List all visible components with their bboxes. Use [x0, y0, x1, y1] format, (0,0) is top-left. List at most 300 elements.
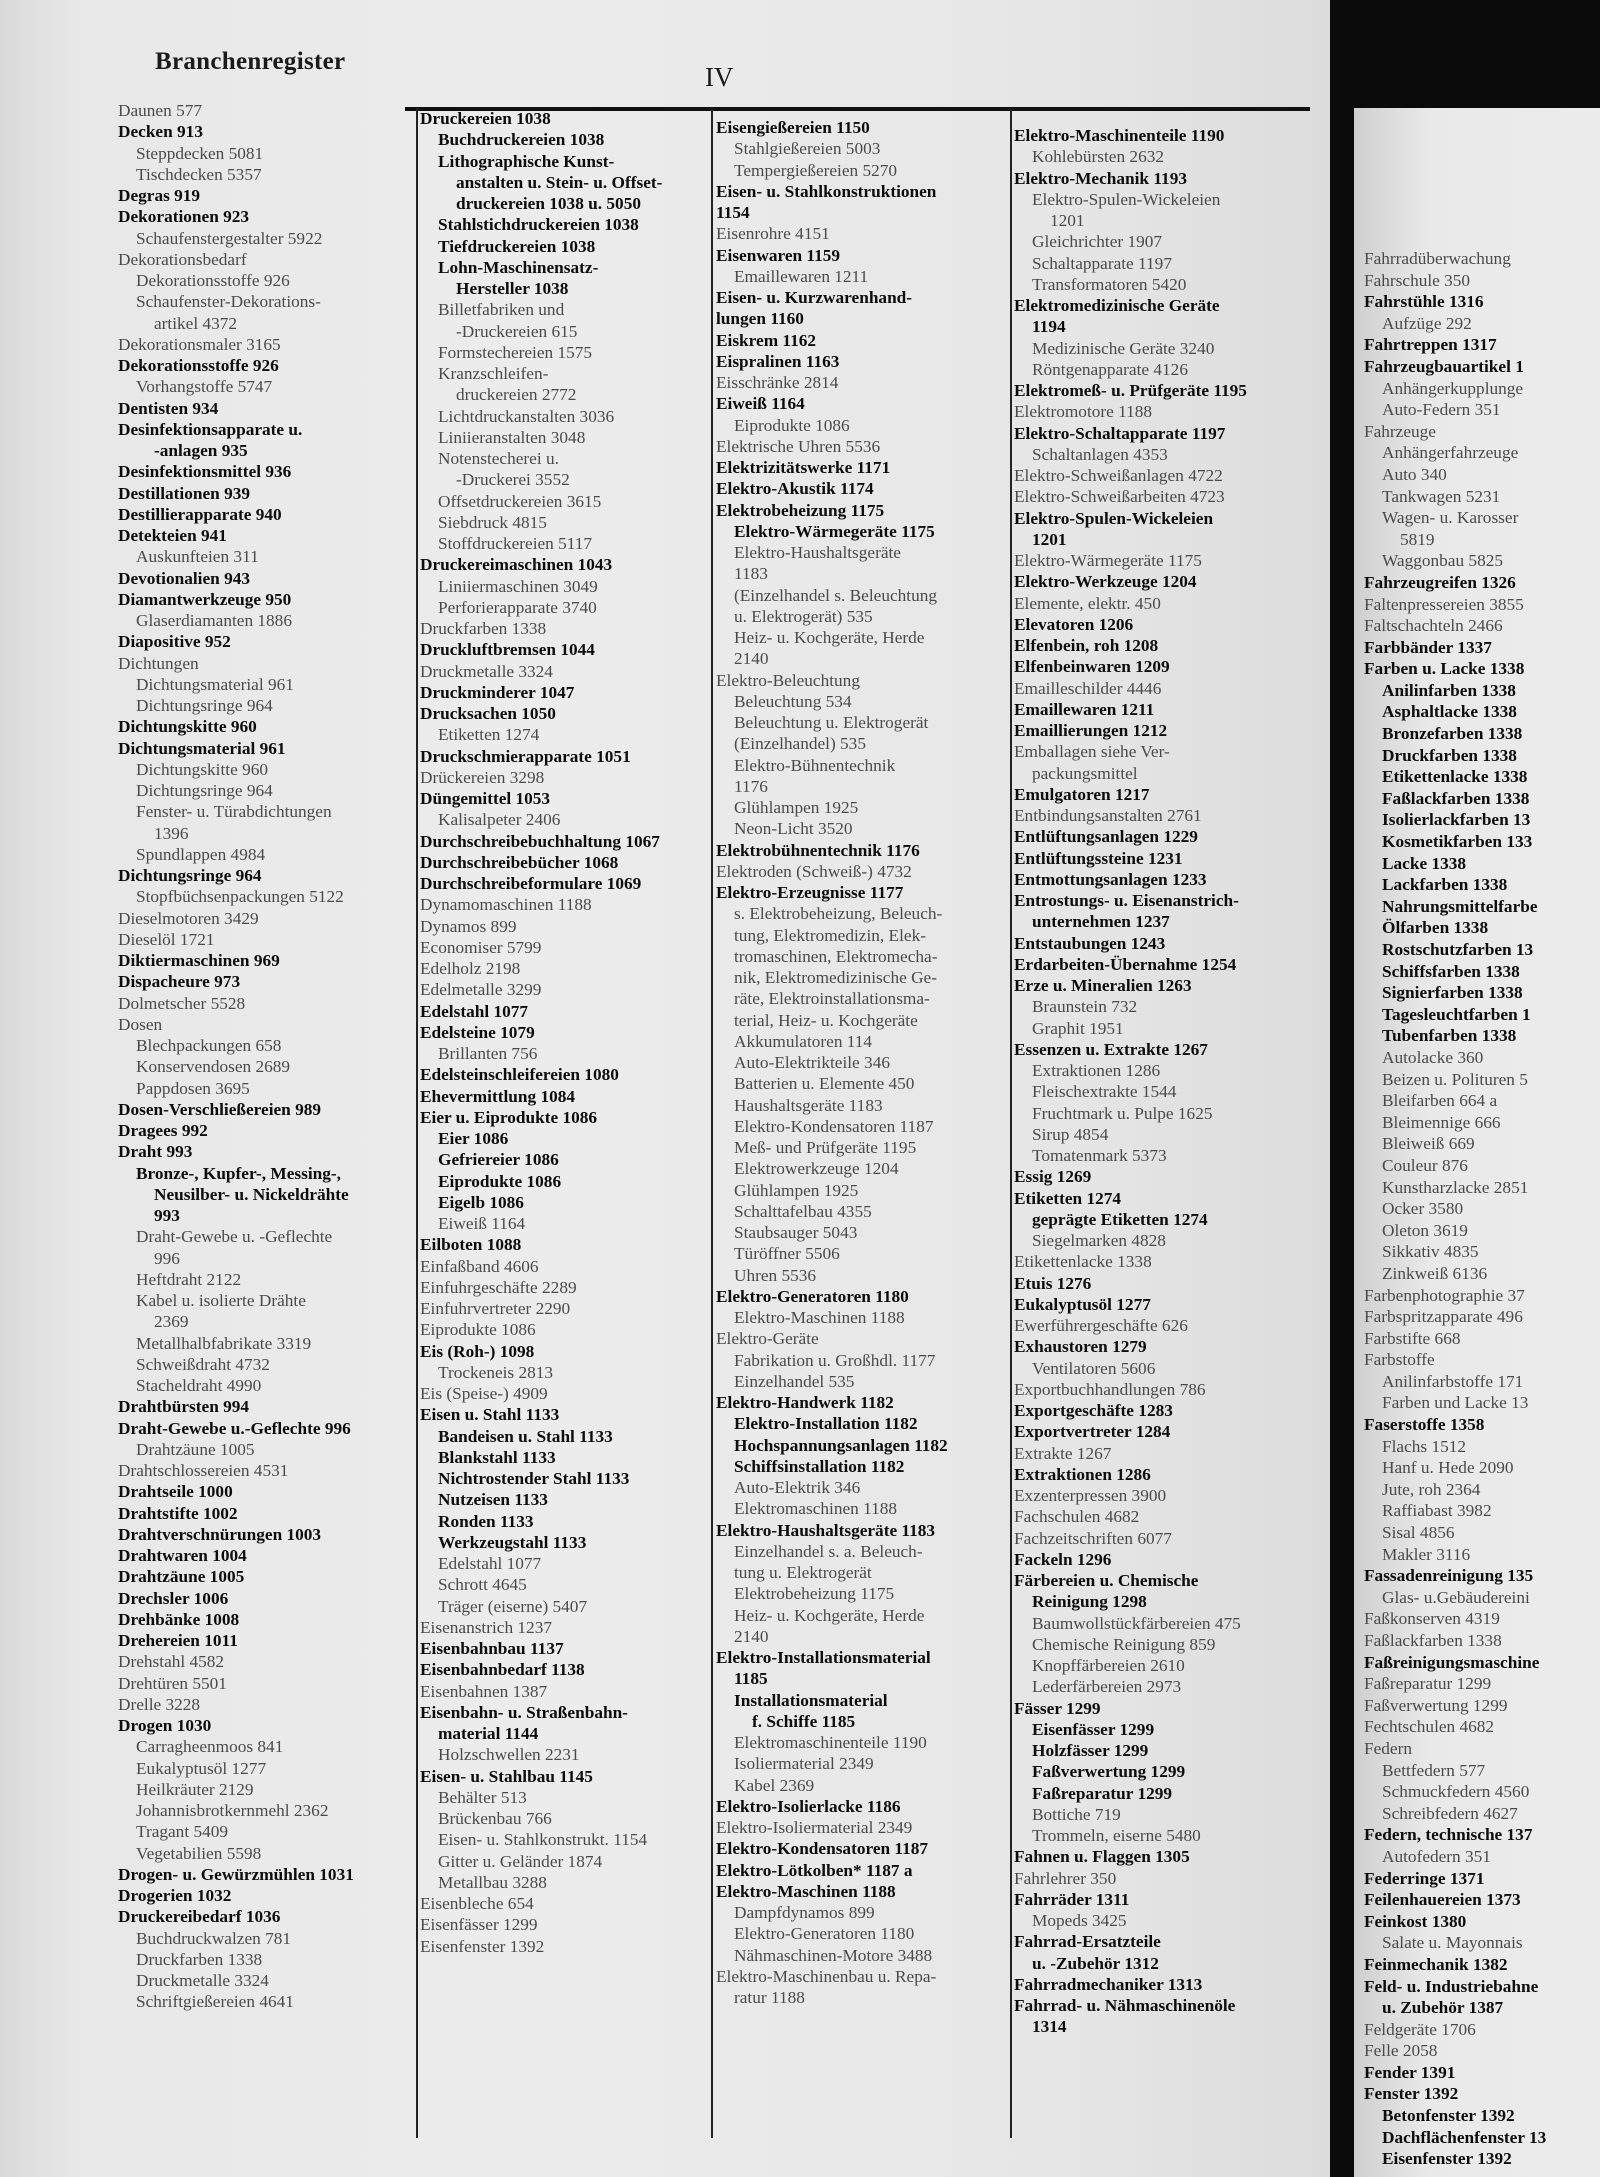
index-heading: Diktiermaschinen 969 — [118, 951, 280, 970]
index-entry: Tragant 5409 — [136, 1822, 229, 1842]
index-entry: Extraktionen 1286 — [1032, 1061, 1161, 1080]
index-entry: -Druckerei 3552 — [456, 470, 570, 490]
index-entry: Steppdecken 5081 — [136, 143, 264, 163]
index-entry: Tischdecken 5357 — [136, 164, 262, 184]
index-column-2 — [420, 108, 710, 1957]
index-entry: Elektromotore 1188 — [1014, 402, 1153, 422]
index-heading: Faserstoffe 1358 — [1364, 1415, 1485, 1435]
index-heading: Eisen u. Stahl 1133 — [420, 1405, 560, 1425]
index-entry: Lederfärbereien 2973 — [1032, 1677, 1182, 1697]
index-heading: Diapositive 952 — [118, 632, 231, 652]
index-heading: Exportvertreter 1284 — [1014, 1422, 1171, 1442]
index-entry: Elektro-Isoliermaterial 2349 — [716, 1818, 913, 1837]
index-entry: Meß- und Prüfgeräte 1195 — [734, 1138, 917, 1157]
index-heading: Rostschutzfarben 13 — [1382, 940, 1534, 959]
index-heading: Elektro-Schaltapparate 1197 — [1014, 423, 1226, 443]
index-entry: Dichtungsringe 964 — [136, 781, 273, 800]
index-heading: Ölfarben 1338 — [1382, 918, 1489, 938]
index-entry: Salate u. Mayonnais — [1382, 1933, 1523, 1953]
index-entry: Glühlampen 1925 — [734, 798, 859, 817]
index-entry: -Druckereien 615 — [456, 321, 578, 341]
index-entry: (Einzelhandel s. Beleuchtung — [734, 585, 937, 605]
index-heading: Druckminderer 1047 — [420, 682, 575, 702]
index-heading: Exportgeschäfte 1283 — [1014, 1401, 1173, 1420]
index-entry: 5819 — [1400, 529, 1435, 549]
index-entry: Dichtungsmaterial 961 — [136, 674, 294, 694]
index-entry: Farbspritzapparate 496 — [1364, 1307, 1523, 1327]
index-heading: Druckereimaschinen 1043 — [420, 555, 613, 575]
index-entry: Braunstein 732 — [1032, 997, 1138, 1017]
index-heading: Emaillewaren 1211 — [1014, 699, 1155, 719]
index-entry: Batterien u. Elemente 450 — [734, 1074, 915, 1094]
index-heading: Kosmetikfarben 133 — [1382, 832, 1533, 852]
index-heading: Signierfarben 1338 — [1382, 983, 1523, 1003]
index-entry: Fruchtmark u. Pulpe 1625 — [1032, 1103, 1213, 1123]
index-entry: Schaufenster-Dekorations- — [136, 292, 321, 312]
index-heading: Elektro-Lötkolben* 1187 a — [716, 1860, 913, 1880]
index-entry: Glühlampen 1925 — [734, 1180, 859, 1200]
index-heading: Fenster 1392 — [1364, 2084, 1459, 2104]
index-heading: Stahlstichdruckereien 1038 — [438, 215, 639, 235]
index-heading: Elevatoren 1206 — [1014, 614, 1134, 634]
index-entry: Dichtungen — [118, 653, 199, 673]
index-entry: Elektrobeheizung 1175 — [734, 1584, 895, 1604]
index-heading: Eier 1086 — [438, 1129, 509, 1148]
index-heading: lungen 1160 — [716, 309, 804, 329]
index-heading: druckereien 1038 u. 5050 — [456, 194, 641, 213]
index-entry: Buchdruckwalzen 781 — [136, 1928, 291, 1948]
index-entry: Liniiermaschinen 3049 — [438, 576, 598, 596]
index-entry: Edelmetalle 3299 — [420, 980, 542, 1000]
index-entry: Farbstoffe — [1364, 1350, 1435, 1370]
index-entry: Trockeneis 2813 — [438, 1362, 554, 1382]
index-heading: Drogen 1030 — [118, 1716, 212, 1735]
index-heading: Reinigung 1298 — [1032, 1592, 1147, 1612]
index-entry: Eisschränke 2814 — [716, 373, 839, 392]
index-heading: Entlüftungsanlagen 1229 — [1014, 827, 1198, 847]
index-heading: geprägte Etiketten 1274 — [1032, 1209, 1208, 1229]
index-entry: Extrakte 1267 — [1014, 1443, 1112, 1463]
index-entry: Ocker 3580 — [1382, 1199, 1464, 1219]
index-heading: Federn, technische 137 — [1364, 1825, 1533, 1845]
index-entry: Kalisalpeter 2406 — [438, 810, 561, 830]
index-entry: Elektro-Generatoren 1180 — [734, 1924, 915, 1944]
index-entry: Etikettenlacke 1338 — [1014, 1252, 1152, 1272]
index-heading: Elektro-Maschinen 1188 — [716, 1881, 896, 1901]
index-entry: Faßreparatur 1299 — [1364, 1674, 1492, 1694]
index-heading: Drehereien 1011 — [118, 1631, 238, 1650]
index-entry: Elemente, elektr. 450 — [1014, 593, 1161, 613]
index-entry: Elektroden (Schweiß-) 4732 — [716, 861, 912, 881]
index-entry: Felle 2058 — [1364, 2041, 1438, 2061]
index-entry: Fabrikation u. Großhdl. 1177 — [734, 1350, 936, 1370]
index-heading: Elektrobühnentechnik 1176 — [716, 840, 920, 860]
index-entry: artikel 4372 — [154, 313, 238, 333]
index-entry: Druckfarben 1338 — [420, 619, 547, 638]
index-heading: Fahrrad- u. Nähmaschinenöle — [1014, 1996, 1236, 2015]
index-heading: Dichtungskitte 960 — [118, 717, 257, 737]
index-heading: Fahrtreppen 1317 — [1364, 335, 1497, 355]
index-entry: Uhren 5536 — [734, 1265, 817, 1285]
index-heading: Federringe 1371 — [1364, 1868, 1485, 1888]
index-entry: Anhängerfahrzeuge — [1382, 443, 1519, 463]
index-entry: Blechpackungen 658 — [136, 1036, 282, 1055]
index-entry: Einfuhrvertreter 2290 — [420, 1299, 571, 1318]
index-entry: Exportbuchhandlungen 786 — [1014, 1379, 1206, 1399]
index-entry: Elektro-Schweißarbeiten 4723 — [1014, 487, 1225, 507]
index-heading: Elektro-Spulen-Wickeleien — [1014, 508, 1214, 528]
index-heading: Eisenfässer 1299 — [1032, 1719, 1155, 1739]
index-entry: Johannisbrotkernmehl 2362 — [136, 1801, 329, 1820]
index-entry: Elektro-Bühnentechnik — [734, 755, 896, 775]
index-entry: Staubsauger 5043 — [734, 1223, 858, 1242]
index-heading: Erze u. Mineralien 1263 — [1014, 976, 1192, 995]
index-entry: Bleifarben 664 a — [1382, 1091, 1498, 1111]
index-heading: Werkzeugstahl 1133 — [438, 1532, 587, 1552]
index-entry: Gitter u. Geländer 1874 — [438, 1851, 603, 1871]
index-entry: Glaserdiamanten 1886 — [136, 611, 292, 630]
index-entry: Schalttafelbau 4355 — [734, 1201, 872, 1221]
index-entry: Kohlebürsten 2632 — [1032, 147, 1164, 167]
index-column-4 — [1014, 125, 1314, 2038]
index-entry: Siebdruck 4815 — [438, 512, 547, 532]
index-heading: Holzfässer 1299 — [1032, 1741, 1149, 1760]
index-entry: Trommeln, eiserne 5480 — [1032, 1826, 1201, 1845]
index-heading: unternehmen 1237 — [1032, 912, 1170, 932]
index-entry: (Einzelhandel) 535 — [734, 734, 866, 754]
facing-page — [1354, 108, 1600, 2177]
index-heading: Entmottungsanlagen 1233 — [1014, 869, 1207, 889]
index-heading: Lackfarben 1338 — [1382, 875, 1508, 895]
index-entry: Liniieranstalten 3048 — [438, 427, 586, 447]
index-heading: Drogerien 1032 — [118, 1886, 232, 1905]
index-heading: Elektro-Isolierlacke 1186 — [716, 1796, 901, 1816]
index-entry: Carragheenmoos 841 — [136, 1737, 284, 1757]
index-entry: Kabel 2369 — [734, 1775, 815, 1795]
index-heading: Detekteien 941 — [118, 526, 227, 545]
index-heading: Nahrungsmittelfarbe — [1382, 896, 1538, 916]
index-entry: Fahrradüberwachung — [1364, 249, 1511, 268]
index-entry: Eisenbleche 654 — [420, 1894, 534, 1913]
index-heading: -anlagen 935 — [154, 441, 248, 460]
index-entry: druckereien 2772 — [456, 385, 577, 405]
index-entry: Bottiche 719 — [1032, 1804, 1121, 1824]
index-entry: Drehtüren 5501 — [118, 1673, 227, 1693]
index-entry: Türöffner 5506 — [734, 1244, 840, 1264]
index-heading: Erdarbeiten-Übernahme 1254 — [1014, 954, 1237, 974]
index-entry: Federn — [1364, 1738, 1412, 1758]
index-heading: Elektro-Wärmegeräte 1175 — [734, 521, 935, 541]
index-heading: Emaillierungen 1212 — [1014, 721, 1168, 740]
index-entry: Knopffärbereien 2610 — [1032, 1656, 1185, 1675]
index-heading: Decken 913 — [118, 122, 203, 142]
index-entry: 1176 — [734, 776, 768, 796]
index-entry: Mopeds 3425 — [1032, 1911, 1127, 1930]
index-entry: Schrott 4645 — [438, 1575, 527, 1595]
index-heading: Etikettenlacke 1338 — [1382, 767, 1528, 787]
index-heading: Elektro-Installationsmaterial — [716, 1648, 931, 1667]
index-heading: Faßreparatur 1299 — [1032, 1783, 1173, 1803]
index-entry: Haushaltsgeräte 1183 — [734, 1095, 883, 1115]
index-entry: Auto-Federn 351 — [1382, 400, 1501, 420]
index-heading: Eisenbahnbau 1137 — [420, 1639, 564, 1658]
index-heading: Buchdruckereien 1038 — [438, 130, 605, 150]
index-entry: Einfuhrgeschäfte 2289 — [420, 1277, 577, 1297]
index-heading: Bronzefarben 1338 — [1382, 724, 1523, 744]
index-entry: Schreibfedern 4627 — [1382, 1803, 1518, 1823]
index-heading: Eier u. Eiprodukte 1086 — [420, 1107, 598, 1127]
index-entry: Auto 340 — [1382, 464, 1447, 484]
index-heading: Eisen- u. Stahlbau 1145 — [420, 1766, 593, 1786]
index-entry: Edelstahl 1077 — [438, 1554, 542, 1573]
index-heading: Drahtstifte 1002 — [118, 1503, 238, 1523]
index-entry: tung, Elektromedizin, Elek- — [734, 925, 926, 945]
index-entry: Dekorationsstoffe 926 — [136, 271, 290, 290]
index-entry: Elektro-Haushaltsgeräte — [734, 543, 901, 562]
index-heading: Dosen-Verschließereien 989 — [118, 1099, 322, 1119]
index-heading: u. Zubehör 1387 — [1382, 1998, 1504, 2018]
index-entry: Fachschulen 4682 — [1014, 1507, 1140, 1527]
index-entry: Faßkonserven 4319 — [1364, 1609, 1500, 1629]
index-heading: u. -Zubehör 1312 — [1032, 1953, 1159, 1973]
index-column-3 — [716, 117, 1008, 2008]
index-heading: Extraktionen 1286 — [1014, 1464, 1151, 1484]
index-heading: 993 — [154, 1206, 180, 1225]
index-entry: Autolacke 360 — [1382, 1047, 1484, 1067]
index-entry: räte, Elektroinstallationsma- — [734, 989, 930, 1009]
index-heading: Eigelb 1086 — [438, 1192, 524, 1212]
index-heading: Eis (Roh-) 1098 — [420, 1341, 535, 1361]
column-divider — [416, 108, 418, 2138]
index-entry: Druckmetalle 3324 — [136, 1971, 269, 1990]
index-entry: Dichtungskitte 960 — [136, 759, 268, 779]
index-entry: u. Elektrogerät) 535 — [734, 606, 873, 626]
index-heading: Edelsteinschleifereien 1080 — [420, 1065, 619, 1085]
index-entry: Baumwollstückfärbereien 475 — [1032, 1613, 1241, 1633]
index-heading: Elfenbeinwaren 1209 — [1014, 657, 1170, 677]
index-entry: Holzschwellen 2231 — [438, 1745, 580, 1765]
index-heading: Lacke 1338 — [1382, 853, 1467, 873]
index-heading: Degras 919 — [118, 186, 201, 205]
index-entry: Elektro-Maschinen 1188 — [734, 1308, 905, 1327]
index-heading: Drehbänke 1008 — [118, 1609, 240, 1629]
index-heading: Neusilber- u. Nickeldrähte — [154, 1184, 349, 1204]
index-heading: Elektro-Installation 1182 — [734, 1414, 918, 1434]
index-heading: Draht-Gewebe u.-Geflechte 996 — [118, 1418, 351, 1438]
index-heading: Entlüftungssteine 1231 — [1014, 848, 1183, 868]
index-entry: Metallbau 3288 — [438, 1872, 547, 1892]
index-entry: Economiser 5799 — [420, 937, 542, 957]
index-entry: ratur 1188 — [734, 1988, 805, 2007]
index-heading: Druckschmierapparate 1051 — [420, 746, 631, 766]
index-entry: Hanf u. Hede 2090 — [1382, 1458, 1514, 1478]
index-heading: Isolierlackfarben 13 — [1382, 810, 1531, 830]
index-entry: Heiz- u. Kochgeräte, Herde — [734, 628, 925, 647]
index-entry: Fahrschule 350 — [1364, 270, 1471, 290]
index-heading: Elektro-Generatoren 1180 — [716, 1286, 909, 1306]
index-heading: Eisenbahnbedarf 1138 — [420, 1660, 585, 1680]
index-heading: Farbbänder 1337 — [1364, 637, 1492, 657]
index-entry: Billetfabriken und — [438, 300, 565, 320]
index-entry: Elektro-Wärmegeräte 1175 — [1014, 551, 1202, 570]
index-entry: Bleiweiß 669 — [1382, 1134, 1475, 1154]
index-entry: Eukalyptusöl 1277 — [136, 1758, 267, 1778]
index-heading: 1201 — [1032, 529, 1067, 549]
index-entry: Heiz- u. Kochgeräte, Herde — [734, 1605, 925, 1625]
index-entry: Dieselmotoren 3429 — [118, 908, 259, 928]
index-entry: tromaschinen, Elektromecha- — [734, 946, 938, 966]
index-entry: Sisal 4856 — [1382, 1523, 1455, 1543]
index-entry: Chemische Reinigung 859 — [1032, 1634, 1216, 1654]
index-entry: Stopfbüchsenpackungen 5122 — [136, 887, 344, 907]
index-entry: Nähmaschinen-Motore 3488 — [734, 1945, 933, 1965]
index-entry: Elektrowerkzeuge 1204 — [734, 1159, 899, 1179]
index-heading: Färbereien u. Chemische — [1014, 1571, 1199, 1590]
index-heading: Edelsteine 1079 — [420, 1022, 535, 1042]
index-heading: f. Schiffe 1185 — [752, 1711, 856, 1731]
index-entry: Offsetdruckereien 3615 — [438, 491, 602, 511]
index-heading: Blankstahl 1133 — [438, 1447, 556, 1467]
index-heading: Essenzen u. Extrakte 1267 — [1014, 1039, 1208, 1059]
index-entry: Edelholz 2198 — [420, 959, 521, 978]
index-entry: Eisenbahnen 1387 — [420, 1681, 548, 1701]
index-entry: Beleuchtung 534 — [734, 691, 852, 711]
index-entry: Flachs 1512 — [1382, 1436, 1467, 1456]
index-heading: Eispralinen 1163 — [716, 351, 840, 371]
index-heading: Dentisten 934 — [118, 398, 219, 418]
index-entry: Fahrzeuge — [1364, 421, 1436, 441]
index-heading: Betonfenster 1392 — [1382, 2106, 1515, 2126]
index-entry: tung u. Elektrogerät — [734, 1563, 872, 1582]
index-entry: Gleichrichter 1907 — [1032, 232, 1163, 252]
index-heading: Elektro-Maschinenteile 1190 — [1014, 126, 1225, 145]
index-entry: Auto-Elektrikteile 346 — [734, 1053, 890, 1072]
index-heading: Drucksachen 1050 — [420, 704, 556, 723]
index-entry: Elektro-Schweißanlagen 4722 — [1014, 466, 1223, 485]
index-entry: Entbindungsanstalten 2761 — [1014, 806, 1202, 825]
index-entry: Lichtdruckanstalten 3036 — [438, 406, 615, 426]
index-heading: Elektro-Kondensatoren 1187 — [716, 1839, 929, 1859]
index-heading: Elektro-Akustik 1174 — [716, 479, 874, 499]
index-entry: Jute, roh 2364 — [1382, 1479, 1481, 1499]
index-heading: Elektromedizinische Geräte — [1014, 296, 1220, 315]
index-entry: Stahlgießereien 5003 — [734, 139, 881, 159]
index-entry: Druckfarben 1338 — [136, 1949, 263, 1969]
index-entry: Ewerführergeschäfte 626 — [1014, 1316, 1188, 1335]
index-entry: Transformatoren 5420 — [1032, 274, 1187, 294]
index-heading: Ehevermittlung 1084 — [420, 1086, 576, 1106]
index-heading: 1194 — [1032, 317, 1066, 337]
column-divider — [1010, 108, 1012, 2138]
index-entry: Wagen- u. Karosser — [1382, 508, 1519, 528]
index-entry: Stoffdruckereien 5117 — [438, 534, 593, 553]
index-entry: nik, Elektromedizinische Ge- — [734, 968, 937, 987]
index-heading: Bandeisen u. Stahl 1133 — [438, 1426, 613, 1446]
index-heading: material 1144 — [438, 1724, 539, 1743]
index-entry: Exzenterpressen 3900 — [1014, 1486, 1167, 1505]
index-entry: Schaufenstergestalter 5922 — [136, 228, 323, 248]
index-entry: Faltenpressereien 3855 — [1364, 594, 1524, 614]
index-entry: Eisenfenster 1392 — [420, 1936, 545, 1956]
index-entry: Eisenanstrich 1237 — [420, 1617, 552, 1637]
index-heading: Etuis 1276 — [1014, 1273, 1092, 1293]
index-entry: Dampfdynamos 899 — [734, 1903, 875, 1922]
index-entry: Elektro-Maschinenbau u. Repa- — [716, 1966, 937, 1986]
index-heading: Fahrstühle 1316 — [1364, 292, 1484, 312]
index-entry: Schaltapparate 1197 — [1032, 253, 1172, 273]
index-heading: Fahrzeugreifen 1326 — [1364, 572, 1516, 592]
index-heading: Fahrrad-Ersatzteile — [1014, 1932, 1161, 1952]
index-heading: Installationsmaterial — [734, 1690, 888, 1710]
index-heading: Tagesleuchtfarben 1 — [1382, 1004, 1531, 1024]
index-entry: 2369 — [154, 1312, 189, 1332]
index-heading: Fahrzeugbauartikel 1 — [1364, 356, 1524, 376]
index-entry: Einzelhandel 535 — [734, 1371, 855, 1391]
index-heading: Eilboten 1088 — [420, 1235, 522, 1255]
index-entry: Eiprodukte 1086 — [734, 415, 850, 435]
index-entry: 1183 — [734, 564, 768, 584]
index-entry: Schaltanlagen 4353 — [1032, 444, 1168, 464]
index-entry: Röntgenapparate 4126 — [1032, 359, 1188, 379]
index-heading: Etiketten 1274 — [1014, 1188, 1122, 1208]
index-heading: Düngemittel 1053 — [420, 789, 551, 808]
index-heading: Entrostungs- u. Eisenanstrich- — [1014, 891, 1239, 910]
index-heading: Drechsler 1006 — [118, 1588, 229, 1608]
index-entry: Emballagen siehe Ver- — [1014, 742, 1170, 762]
index-heading: Fassadenreinigung 135 — [1364, 1566, 1534, 1586]
index-entry: Einzelhandel s. a. Beleuch- — [734, 1541, 923, 1561]
index-heading: Destillierapparate 940 — [118, 504, 282, 524]
index-entry: Dieselöl 1721 — [118, 929, 215, 949]
index-heading: Dekorationen 923 — [118, 207, 250, 227]
index-entry: Konservendosen 2689 — [136, 1057, 291, 1077]
index-entry: Drückereien 3298 — [420, 767, 545, 787]
index-heading: Drahtseile 1000 — [118, 1482, 233, 1502]
index-entry: Glas- u.Gebäudereini — [1382, 1587, 1530, 1607]
index-heading: Lithographische Kunst- — [438, 151, 615, 171]
index-entry: Perforierapparate 3740 — [438, 597, 597, 617]
index-column-1 — [118, 100, 414, 2013]
index-heading: Faßlackfarben 1338 — [1382, 788, 1530, 808]
index-heading: Elektromeß- u. Prüfgeräte 1195 — [1014, 381, 1247, 400]
index-entry: Schweißdraht 4732 — [136, 1354, 270, 1374]
index-heading: Tubenfarben 1338 — [1382, 1026, 1517, 1046]
index-heading: Eisen- u. Kurzwarenhand- — [716, 288, 913, 307]
index-entry: Dekorationsmaler 3165 — [118, 334, 281, 354]
index-entry: Eisen- u. Stahlkonstrukt. 1154 — [438, 1830, 648, 1850]
index-entry: Drelle 3228 — [118, 1694, 201, 1714]
index-entry: Metallhalbfabrikate 3319 — [136, 1333, 312, 1353]
index-entry: terial, Heiz- u. Kochgeräte — [734, 1010, 918, 1030]
running-head: Branchenregister — [155, 48, 346, 75]
index-entry: Elektro-Beleuchtung — [716, 670, 860, 690]
index-entry: 2140 — [734, 649, 769, 669]
index-heading: Dispacheure 973 — [118, 972, 241, 992]
index-entry: Kranzschleifen- — [438, 364, 549, 383]
index-heading: Gefriereier 1086 — [438, 1150, 559, 1170]
index-entry: Heftdraht 2122 — [136, 1269, 242, 1289]
index-entry: packungsmittel — [1032, 763, 1138, 783]
index-entry: Tempergießereien 5270 — [734, 160, 898, 180]
index-heading: Eisenwaren 1159 — [716, 245, 841, 265]
index-entry: Schmuckfedern 4560 — [1382, 1782, 1530, 1802]
index-heading: Devotionalien 943 — [118, 568, 251, 588]
index-heading: Dachflächenfenster 13 — [1382, 2127, 1547, 2147]
index-heading: Destillationen 939 — [118, 483, 251, 503]
index-entry: Emaillewaren 1211 — [734, 266, 869, 286]
index-entry: Fechtschulen 4682 — [1364, 1717, 1495, 1737]
index-heading: Asphaltlacke 1338 — [1382, 702, 1517, 722]
